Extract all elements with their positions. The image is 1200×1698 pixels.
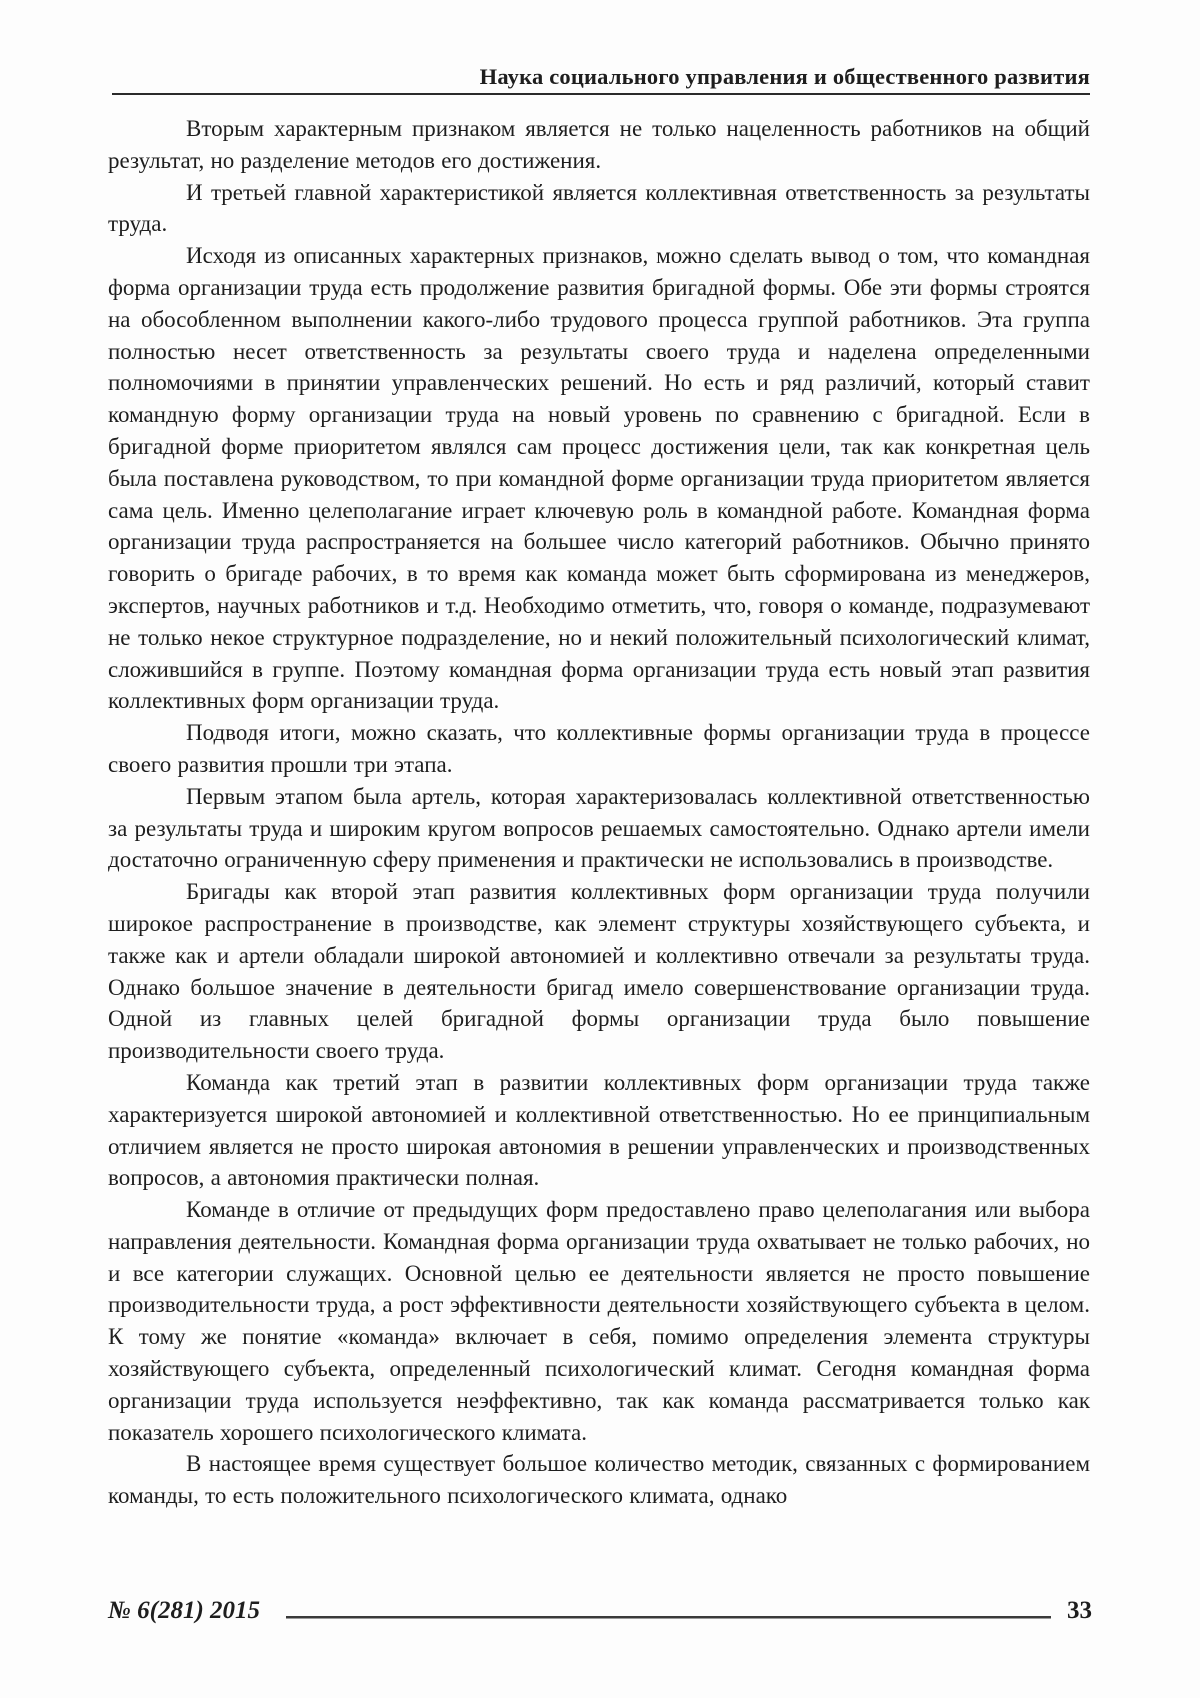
paragraph: Бригады как второй этап развития коллективных форм организации труда получили широкое распространение в производстве, как элемент структуры хозяйствующего субъекта, и также как и артели обладали широкой автономией и коллективно отвечали за результаты труда. Однако большое значение в деятельности бригад имело совершенствование организации труда. Одной из главных целей бригадной формы организации труда было повышение производительности своего труда.: [108, 879, 1090, 1064]
paragraph: Команда как третий этап в развитии коллективных форм организации труда также характеризуется широкой автономией и коллективной ответственностью. Но ее принципиальным отличием является не просто широкая автономия в решении управленческих и производственных вопросов, а автономия практически полная.: [108, 1069, 1090, 1191]
article-body: [108, 113, 1090, 1512]
issue-label: № 6(281) 2015: [108, 1597, 261, 1624]
paragraph: Первым этапом была артель, которая характеризовалась коллективной ответственностью за результаты труда и широким кругом вопросов решаемых самостоятельно. Однако артели имели достаточно ограниченную сферу применения и практически не использовались в производстве.: [108, 783, 1090, 873]
page-footer: [108, 1594, 1092, 1628]
footer-rule: [286, 1616, 1051, 1619]
paragraph: Исходя из описанных характерных признаков, можно сделать вывод о том, что командная форма организации труда есть продолжение развития бригадной формы. Обе эти формы строятся на обособленном выполнении какого-либо трудового процесса группой работников. Эта группа полностью несет ответственность за результаты своего труда и наделена определенными полномочиями в принятии управленческих решений. Но есть и ряд различий, который ставит командную форму организации труда на новый уровень по сравнению с бригадной. Если в бригадной форме приоритетом являлся сам процесс достижения цели, так как конкретная цель была поставлена руководством, то при командной форме организации труда приоритетом является сама цель. Именно целеполагание играет ключевую роль в командной работе. Командная форма организации труда распространяется на большее число категорий работников. Обычно принято говорить о бригаде рабочих, в то время как команда может быть сформирована из менеджеров, экспертов, научных работников и т.д. Необходимо отметить, что, говоря о команде, подразумевают не только некое структурное подразделение, но и некий положительный психологический климат, сложившийся в группе. Поэтому командная форма организации труда есть новый этап развития коллективных форм организации труда.: [108, 243, 1090, 714]
paragraph: Команде в отличие от предыдущих форм предоставлено право целеполагания или выбора направления деятельности. Командная форма организации труда охватывает не только рабочих, но и все категории служащих. Основной целью ее деятельности является не просто повышение производительности труда, а рост эффективности деятельности хозяйствующего субъекта в целом. К тому же понятие «команда» включает в себя, помимо определения элемента структуры хозяйствующего субъекта, определенный психологический климат. Сегодня командная форма организации труда используется неэффективно, так как команда рассматривается только как показатель хорошего психологического климата.: [108, 1197, 1090, 1445]
running-head: Наука социального управления и общественного развития: [112, 64, 1090, 95]
paragraph: И третьей главной характеристикой является коллективная ответственность за результаты труда.: [108, 179, 1090, 237]
paragraph: В настоящее время существует большое количество методик, связанных с формированием команды, то есть положительного психологического климата, однако: [108, 1451, 1090, 1509]
paragraph: Подводя итоги, можно сказать, что коллективные формы организации труда в процессе своего развития прошли три этапа.: [108, 720, 1090, 777]
page-number: 33: [1067, 1597, 1092, 1624]
paragraph: Вторым характерным признаком является не только нацеленность работников на общий результат, но разделение методов его достижения.: [108, 116, 1090, 173]
